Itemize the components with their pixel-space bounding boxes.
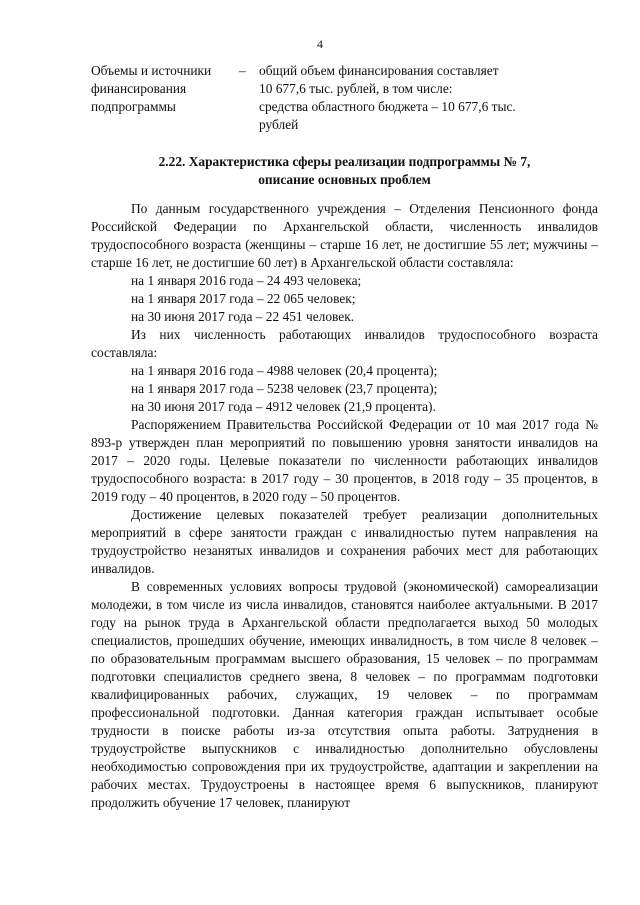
paragraph: Из них численность работающих инвалидов трудоспособного возраста составляла: bbox=[91, 327, 598, 360]
financing-line: 10 677,6 тыс. рублей, в том числе: bbox=[259, 81, 453, 96]
paragraph: Достижение целевых показателей требует реализации дополнительных мероприятий в сфере занятости граждан с инвалидностью путем направления на трудоустройство незанятых инвалидов и сохранения рабочих мест для работающих инвалидов. bbox=[91, 507, 598, 576]
paragraph: В современных условиях вопросы трудовой (экономической) самореализации молодежи, в том числе из числа инвалидов, становятся наиболее актуальными. В 2017 году на рынок труда в Архангельской области предполагается выход 50 молодых специалистов, прошедших обучение, имеющих инвалидность, в том числе 8 человек – по образовательным программам высшего образования, 15 человек – по программам подготовки специалистов среднего звена, 8 человек – по программам подготовки квалифицированных рабочих, служащих, 19 человек – по программам профессиональной подготовки. Данная категория граждан испытывает особые трудности в поиске работы из-за отсутствия опыта работы. Затруднения в трудоустройстве выпускников с инвалидностью дополнительно обусловлены необходимостью сопровождения при их трудоустройстве, адаптации и закреплении на рабочих местах. Трудоустроены в настоящее время 6 выпускников, планируют продолжить обучение 17 человек, планируют bbox=[91, 579, 598, 810]
page-number: 4 bbox=[317, 37, 323, 51]
section-heading-line: 2.22. Характеристика сферы реализации подпрограммы № 7, bbox=[158, 154, 531, 169]
paragraph: По данным государственного учреждения – Отделения Пенсионного фонда Российской Федерации по Архангельской области, численность инвалидов трудоспособного возраста (женщины – старше 16 лет, не достигшие 55 лет; мужчины – старше 16 лет, не достигшие 60 лет) в Архангельской области составляла: bbox=[91, 201, 598, 270]
list-item: на 1 января 2017 года – 5238 человек (23,7 процента); bbox=[131, 381, 438, 396]
financing-line: рублей bbox=[259, 117, 299, 132]
body-text bbox=[91, 200, 598, 812]
section-heading bbox=[91, 153, 598, 189]
financing-line: общий объем финансирования составляет bbox=[259, 63, 499, 78]
financing-value bbox=[259, 62, 571, 134]
list-item: на 30 июня 2017 года – 22 451 человек. bbox=[131, 309, 355, 324]
list-item: на 1 января 2017 года – 22 065 человек; bbox=[131, 291, 356, 306]
financing-line: средства областного бюджета – 10 677,6 тыс. bbox=[259, 99, 516, 114]
financing-label: Объемы и источники финансирования подпрограммы bbox=[91, 63, 212, 114]
paragraph: Распоряжением Правительства Российской Федерации от 10 мая 2017 года № 893-р утвержден план мероприятий по повышению уровня занятости инвалидов на 2017 – 2020 годы. Целевые показатели по численности работающих инвалидов трудоспособного возраста: в 2017 году – 30 процентов, в 2018 году – 35 процентов, в 2019 году – 40 процентов, в 2020 году – 50 процентов. bbox=[91, 417, 598, 504]
financing-dash: – bbox=[239, 63, 246, 78]
list-item: на 1 января 2016 года – 4988 человек (20,4 процента); bbox=[131, 363, 438, 378]
list-item: на 30 июня 2017 года – 4912 человек (21,9 процента). bbox=[131, 399, 436, 414]
list-item: на 1 января 2016 года – 24 493 человека; bbox=[131, 273, 362, 288]
section-heading-line: описание основных проблем bbox=[258, 172, 431, 187]
